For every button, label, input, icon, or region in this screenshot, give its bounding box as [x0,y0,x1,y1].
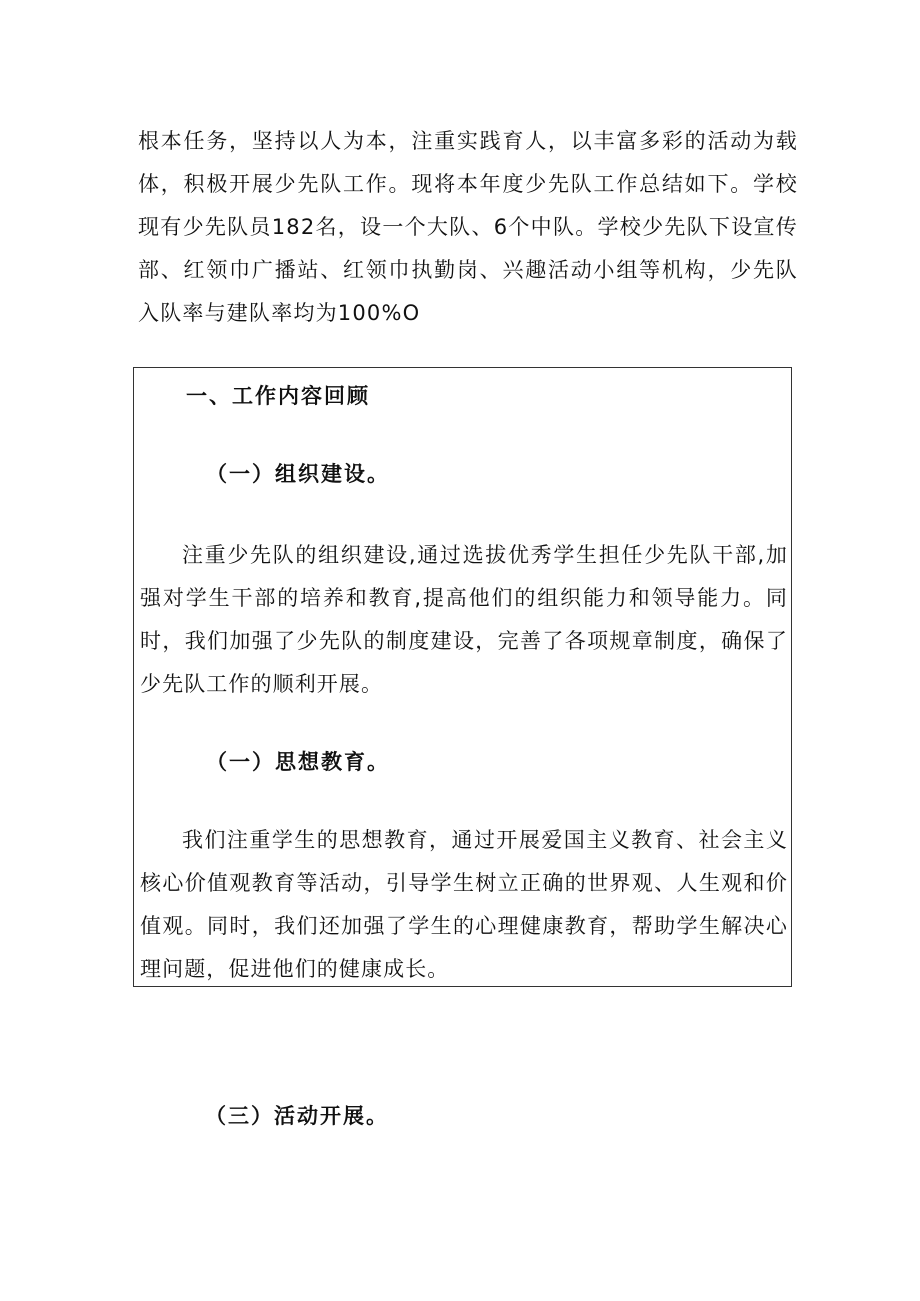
intro-paragraph [138,120,798,335]
subheading-organization: （一）组织建设。 [206,462,390,486]
subheading-ideology: （一）思想教育。 [206,750,390,774]
paragraph-organization: 注重少先队的组织建设,通过选拔优秀学生担任少先队干部,加强对学生干部的培养和教育,提高他们的组织能力和领导能力。同时，我们加强了少先队的制度建设，完善了各项规章制度，确保了少先队工作的顺利开展。 [140,543,788,696]
paragraph-ideology: 我们注重学生的思想教育，通过开展爱国主义教育、社会主义核心价值观教育等活动，引导学生树立正确的世界观、人生观和价值观。同时，我们还加强了学生的心理健康教育，帮助学生解决心理问题，促进他们的健康成长。 [140,828,788,981]
subheading-activities: （三）活动开展。 [205,1104,389,1128]
section-heading-work-review: 一、工作内容回顾 [186,384,370,408]
work-review-box [133,367,792,987]
intro-text: 根本任务，坚持以人为本，注重实践育人，以丰富多彩的活动为载体，积极开展少先队工作。现将本年度少先队工作总结如下。学校现有少先队员182名，设一个大队、6个中队。学校少先队下设宣传部、红领巾广播站、红领巾执勤岗、兴趣活动小组等机构，少先队入队率与建队率均为100%O [138,129,798,325]
